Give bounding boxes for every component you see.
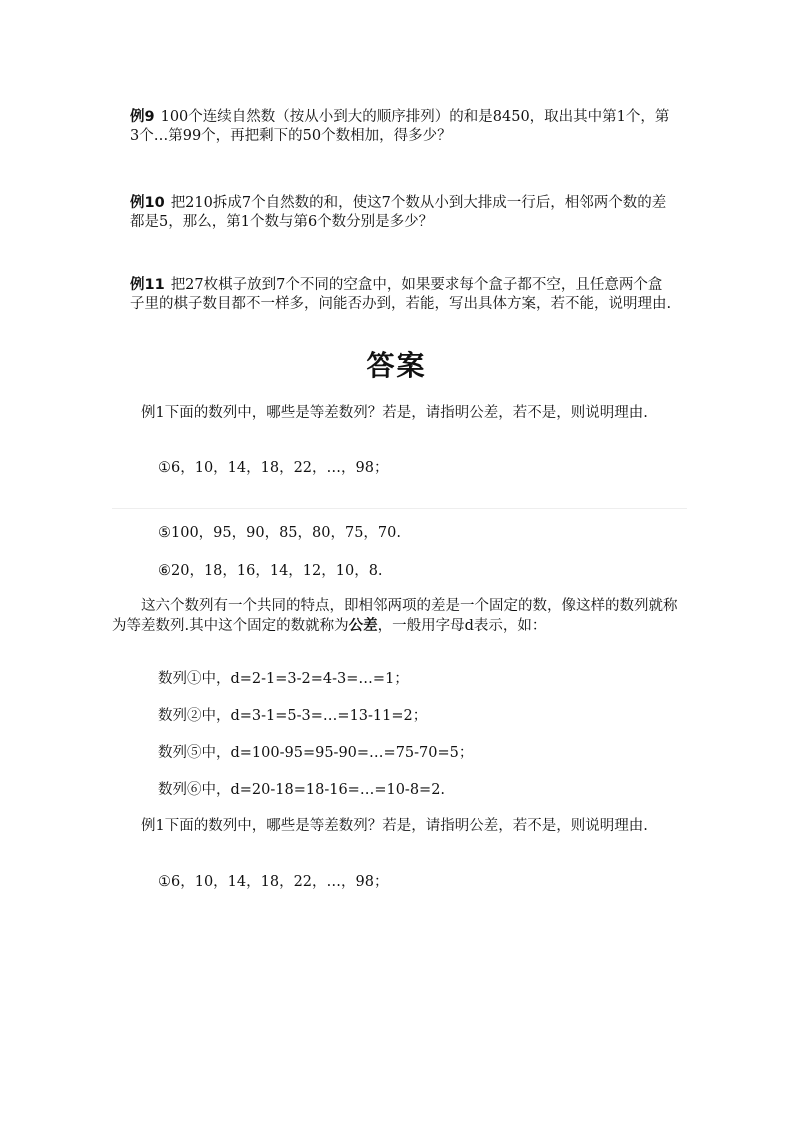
example-11 [130, 276, 675, 314]
sequence-1: ①6，10，14，18，22，…，98； [158, 460, 389, 476]
example-label: 例10 [130, 195, 165, 211]
sequence-5: ⑤100，95，90，85，80，75，70. [158, 525, 401, 541]
example-text: 把27枚棋子放到7个不同的空盒中，如果要求每个盒子都不空，且任意两个盒子里的棋子数目都不一样多，问能否办到，若能，写出具体方案，若不能，说明理由. [130, 277, 672, 312]
definition-text-before: 这六个数列有一个共同的特点，即相邻两项的差是一个固定的数，像这样的数列就称为等差数列.其中这个固定的数就称为 [112, 598, 678, 634]
example-label: 例11 [130, 277, 165, 293]
answer-question-1: 例1下面的数列中，哪些是等差数列？若是，请指明公差，若不是，则说明理由. [141, 405, 648, 421]
example-label: 例9 [130, 109, 155, 125]
page-divider [112, 508, 687, 509]
definition-term: 公差 [348, 617, 378, 634]
example-text: 把210拆成7个自然数的和，使这7个数从小到大排成一行后，相邻两个数的差都是5，那么，第1个数与第6个数分别是多少？ [130, 195, 667, 230]
example-text: 100个连续自然数（按从小到大的顺序排列）的和是8450，取出其中第1个，第3个…第99个，再把剩下的50个数相加，得多少？ [130, 109, 670, 144]
difference-line-6: 数列⑥中，d=20-18=18-16=…=10-8=2. [158, 782, 446, 798]
difference-line-5: 数列⑤中，d=100-95=95-90=…=75-70=5； [158, 745, 474, 761]
example-10 [130, 194, 675, 232]
answer-title: 答案 [366, 349, 427, 382]
example-9 [130, 108, 675, 146]
definition-text-after: ，一般用字母d表示，如： [377, 618, 547, 634]
definition-paragraph [112, 597, 682, 636]
difference-line-1: 数列①中，d=2-1=3-2=4-3=…=1； [158, 671, 409, 687]
answer-question-1-repeat: 例1下面的数列中，哪些是等差数列？若是，请指明公差，若不是，则说明理由. [141, 818, 648, 834]
sequence-1-repeat: ①6，10，14，18，22，…，98； [158, 874, 389, 890]
sequence-6: ⑥20，18，16，14，12，10，8. [158, 563, 383, 579]
difference-line-2: 数列②中，d=3-1=5-3=…=13-11=2； [158, 708, 428, 724]
